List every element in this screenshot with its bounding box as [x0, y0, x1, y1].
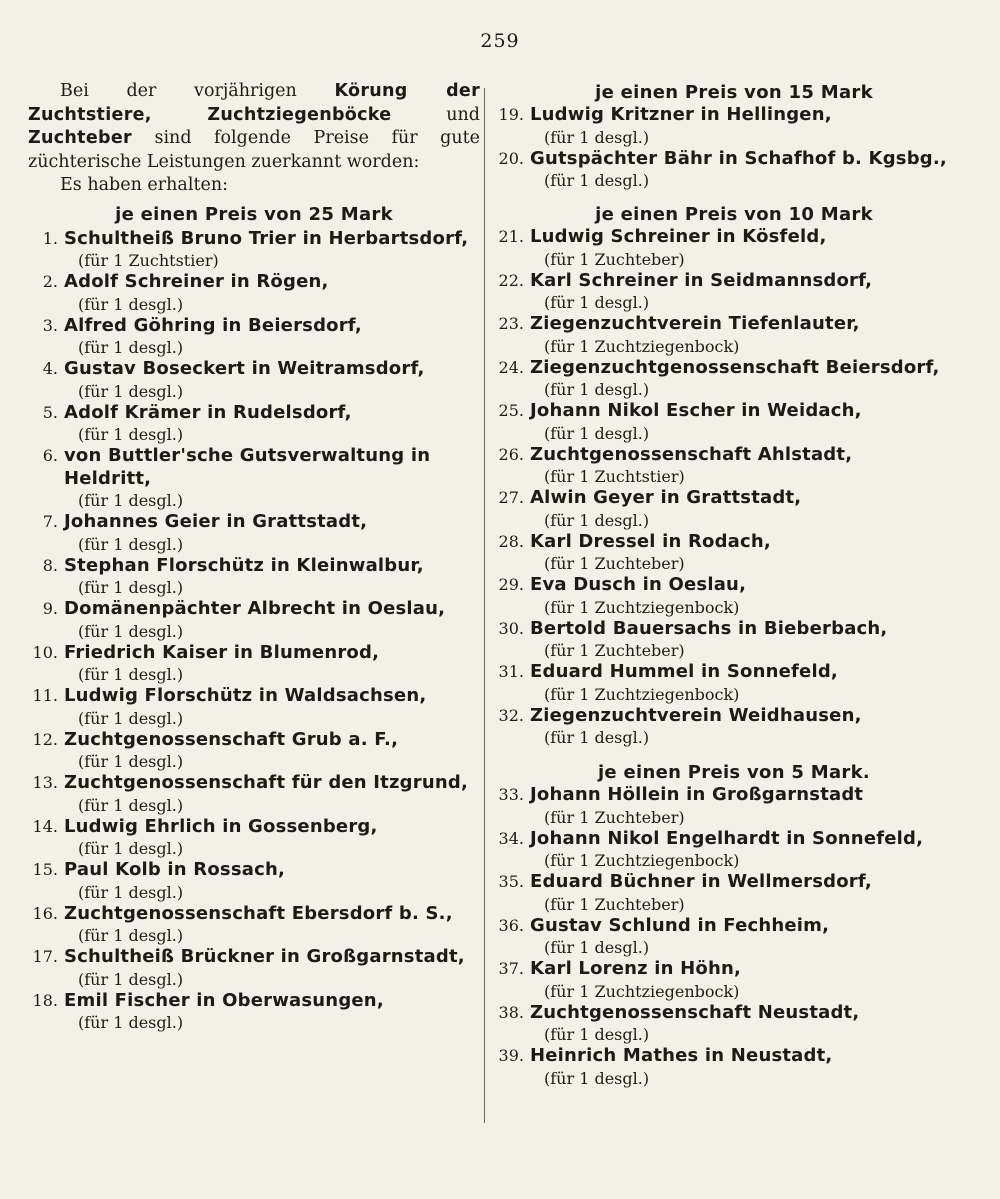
entry-number: 15.	[32, 860, 58, 879]
intro-paragraph	[28, 80, 480, 198]
entry-body	[64, 816, 480, 860]
entry-name: Gustav Boseckert in Weitramsdorf,	[64, 358, 425, 379]
entry-name: Adolf Krämer in Rudelsdorf,	[64, 401, 352, 423]
entry-number: 34.	[498, 828, 524, 848]
list-item	[494, 705, 974, 749]
entry-body	[530, 487, 974, 531]
entry-name: von Buttler'sche Gutsverwaltung in Heldritt,	[64, 445, 431, 489]
entry-name: Emil Fischer in Oberwasungen,	[64, 989, 384, 1011]
list-item	[494, 915, 974, 959]
entry-detail: (für 1 desgl.)	[78, 708, 184, 728]
entry-number: 1.	[42, 228, 58, 248]
entry-number: 2.	[42, 272, 58, 291]
list-item	[28, 642, 480, 686]
entry-number: 6.	[42, 446, 58, 465]
entry-name: Ludwig Schreiner in Kösfeld,	[530, 226, 827, 247]
entry-body	[530, 531, 974, 575]
entry-number: 18.	[32, 990, 58, 1010]
intro-received: Es haben erhalten:	[60, 175, 228, 195]
entry-detail: (für 1 desgl.)	[544, 728, 650, 747]
intro-text: Bei der vorjährigen Körung der Zuchtstiere, Zuchtziegenböcke und Zuchteber sind folgende Preise für gute züchterische Leistungen zuerkannt worden:	[28, 81, 481, 172]
entry-detail: (für 1 desgl.)	[78, 294, 184, 314]
entry-body	[530, 400, 974, 444]
list-item	[494, 487, 974, 531]
award-list-15	[494, 104, 974, 191]
list-item	[28, 729, 480, 773]
entry-name: Ziegenzuchtverein Weidhausen,	[530, 704, 862, 726]
entry-number: 38.	[498, 1002, 524, 1022]
entry-detail: (für 1 Zuchtziegenbock)	[544, 851, 740, 870]
entry-body	[530, 357, 974, 401]
entry-name: Johann Nikol Escher in Weidach,	[530, 400, 862, 421]
list-item	[494, 357, 974, 401]
entry-body	[530, 270, 974, 314]
entry-body	[530, 313, 974, 357]
entry-name: Zuchtgenossenschaft Neustadt,	[530, 1001, 860, 1023]
entry-number: 3.	[42, 315, 58, 335]
entry-name: Ziegenzuchtverein Tiefenlauter,	[530, 313, 860, 334]
entry-name: Ziegenzuchtgenossenschaft Beiersdorf,	[530, 356, 940, 378]
entry-body	[64, 903, 480, 947]
entry-body	[64, 729, 480, 773]
section-heading-5: je einen Preis von 5 Mark.	[597, 762, 871, 783]
entry-name: Friedrich Kaiser in Blumenrod,	[64, 641, 380, 663]
entry-detail: (für 1 desgl.)	[544, 380, 650, 399]
entry-detail: (für 1 desgl.)	[544, 293, 650, 312]
entry-detail: (für 1 Zuchtstier)	[544, 467, 685, 486]
right-column	[494, 82, 974, 1089]
entry-number: 29.	[498, 575, 524, 594]
entry-number: 25.	[498, 401, 524, 420]
entry-body	[530, 915, 974, 959]
entry-number: 30.	[498, 618, 524, 638]
entry-name: Paul Kolb in Rossach,	[64, 859, 285, 880]
entry-name: Domänenpächter Albrecht in Oeslau,	[64, 598, 446, 619]
section-heading-25: je einen Preis von 25 Mark	[115, 203, 393, 225]
award-list-10	[494, 226, 974, 748]
entry-body	[64, 946, 480, 990]
entry-detail: (für 1 Zuchteber)	[544, 249, 685, 269]
entry-body	[530, 828, 974, 872]
entry-name: Eduard Büchner in Wellmersdorf,	[530, 871, 872, 892]
list-item	[494, 226, 974, 270]
list-item	[494, 871, 974, 915]
entry-body	[64, 315, 480, 359]
entry-name: Johannes Geier in Grattstadt,	[64, 511, 368, 532]
entry-number: 31.	[498, 662, 524, 681]
entry-name: Gustav Schlund in Fechheim,	[530, 914, 830, 936]
entry-detail: (für 1 desgl.)	[544, 423, 650, 443]
award-list-5	[494, 784, 974, 1089]
entry-name: Ludwig Florschütz in Waldsachsen,	[64, 685, 427, 706]
entry-detail: (für 1 desgl.)	[78, 665, 184, 684]
entry-name: Karl Lorenz in Höhn,	[530, 958, 742, 979]
entry-number: 22.	[498, 270, 524, 290]
entry-detail: (für 1 desgl.)	[544, 1025, 650, 1044]
entry-name: Gutspächter Bähr in Schafhof b. Kgsbg.,	[530, 147, 947, 169]
list-item	[28, 816, 480, 860]
entry-detail: (für 1 desgl.)	[78, 425, 184, 444]
entry-number: 32.	[498, 705, 524, 725]
entry-name: Johann Nikol Engelhardt in Sonnefeld,	[530, 827, 924, 849]
list-item	[494, 270, 974, 314]
entry-body	[530, 104, 974, 148]
entry-detail: (für 1 desgl.)	[544, 938, 650, 957]
list-item	[28, 445, 480, 511]
entry-body	[64, 598, 480, 642]
entry-body	[530, 618, 974, 662]
page-number: 259	[480, 30, 520, 52]
entry-number: 27.	[498, 488, 524, 507]
entry-body	[64, 511, 480, 555]
list-item	[494, 1045, 974, 1089]
entry-name: Karl Schreiner in Seidmannsdorf,	[530, 269, 873, 291]
entry-detail: (für 1 desgl.)	[78, 491, 184, 510]
entry-detail: (für 1 desgl.)	[78, 338, 184, 357]
entry-number: 8.	[42, 555, 58, 575]
left-column	[28, 80, 480, 1033]
entry-detail: (für 1 desgl.)	[78, 1013, 184, 1032]
entry-number: 11.	[32, 686, 58, 705]
entry-number: 16.	[32, 903, 58, 923]
entry-name: Eduard Hummel in Sonnefeld,	[530, 661, 838, 682]
entry-number: 28.	[498, 531, 524, 551]
entry-detail: (für 1 desgl.)	[78, 795, 184, 815]
entry-body	[530, 1002, 974, 1046]
list-item	[494, 148, 974, 192]
entry-body	[530, 1045, 974, 1089]
entry-name: Schultheiß Bruno Trier in Herbartsdorf,	[64, 227, 469, 249]
list-item	[494, 1002, 974, 1046]
entry-number: 36.	[498, 915, 524, 935]
entry-name: Ludwig Ehrlich in Gossenberg,	[64, 815, 378, 837]
column-divider	[484, 88, 485, 1123]
entry-name: Ludwig Kritzner in Hellingen,	[530, 104, 832, 125]
entry-detail: (für 1 desgl.)	[78, 882, 184, 902]
entry-number: 24.	[498, 357, 524, 377]
entry-body	[64, 271, 480, 315]
list-item	[28, 315, 480, 359]
entry-detail: (für 1 Zuchteber)	[544, 894, 685, 914]
entry-name: Johann Höllein in Großgarnstadt	[530, 784, 864, 805]
entry-detail: (für 1 Zuchtziegenbock)	[544, 684, 740, 704]
list-item	[494, 618, 974, 662]
entry-body	[64, 990, 480, 1034]
entry-detail: (für 1 Zuchteber)	[544, 641, 685, 660]
entry-detail: (für 1 Zuchtstier)	[78, 251, 219, 270]
entry-name: Zuchtgenossenschaft Grub a. F.,	[64, 728, 399, 750]
list-item	[28, 859, 480, 903]
entry-body	[64, 358, 480, 402]
section-heading-10: je einen Preis von 10 Mark	[595, 204, 873, 225]
entry-number: 5.	[42, 402, 58, 422]
list-item	[494, 958, 974, 1002]
list-item	[494, 828, 974, 872]
entry-body	[64, 555, 480, 599]
entry-name: Karl Dressel in Rodach,	[530, 530, 771, 552]
entry-number: 17.	[32, 947, 58, 966]
entry-number: 13.	[32, 773, 58, 792]
list-item	[28, 990, 480, 1034]
entry-body	[530, 784, 974, 828]
entry-detail: (für 1 desgl.)	[78, 926, 184, 945]
list-item	[28, 772, 480, 816]
list-item	[28, 555, 480, 599]
entry-name: Bertold Bauersachs in Bieberbach,	[530, 617, 888, 639]
list-item	[28, 358, 480, 402]
entry-detail: (für 1 Zuchtziegenbock)	[544, 597, 740, 617]
entry-detail: (für 1 desgl.)	[544, 1068, 650, 1088]
entry-detail: (für 1 desgl.)	[78, 621, 184, 641]
entry-body	[64, 402, 480, 446]
list-item	[494, 400, 974, 444]
entry-number: 23.	[498, 314, 524, 333]
entry-name: Zuchtgenossenschaft Ahlstadt,	[530, 443, 853, 465]
entry-detail: (für 1 desgl.)	[544, 171, 650, 190]
entry-body	[64, 642, 480, 686]
entry-name: Zuchtgenossenschaft für den Itzgrund,	[64, 772, 468, 793]
entry-detail: (für 1 Zuchteber)	[544, 554, 685, 573]
entry-number: 19.	[498, 105, 524, 124]
entry-body	[530, 871, 974, 915]
entry-number: 21.	[498, 227, 524, 246]
entry-name: Schultheiß Brückner in Großgarnstadt,	[64, 946, 465, 967]
list-item	[494, 531, 974, 575]
entry-name: Eva Dusch in Oeslau,	[530, 574, 747, 595]
list-item	[494, 574, 974, 618]
award-list-left	[28, 228, 480, 1034]
entry-detail: (für 1 Zuchtziegenbock)	[544, 981, 740, 1001]
entry-detail: (für 1 desgl.)	[78, 578, 184, 597]
entry-detail: (für 1 desgl.)	[78, 381, 184, 401]
entry-detail: (für 1 desgl.)	[544, 510, 650, 530]
entry-body	[530, 574, 974, 618]
list-item	[494, 104, 974, 148]
list-item	[494, 661, 974, 705]
entry-name: Stephan Florschütz in Kleinwalbur,	[64, 554, 424, 576]
entry-number: 39.	[498, 1046, 524, 1065]
entry-detail: (für 1 desgl.)	[544, 127, 650, 147]
entry-number: 10.	[32, 642, 58, 662]
entry-number: 37.	[498, 959, 524, 978]
list-item	[28, 903, 480, 947]
entry-number: 12.	[32, 729, 58, 749]
list-item	[28, 946, 480, 990]
entry-name: Alwin Geyer in Grattstadt,	[530, 487, 802, 508]
entry-number: 7.	[42, 512, 58, 531]
list-item	[494, 444, 974, 488]
entry-body	[530, 148, 974, 192]
entry-body	[530, 444, 974, 488]
list-item	[28, 402, 480, 446]
entry-detail: (für 1 desgl.)	[78, 534, 184, 554]
entry-name: Adolf Schreiner in Rögen,	[64, 271, 329, 292]
entry-number: 20.	[498, 148, 524, 168]
entry-body	[64, 859, 480, 903]
list-item	[494, 313, 974, 357]
entry-detail: (für 1 desgl.)	[78, 969, 184, 989]
entry-body	[64, 228, 480, 272]
entry-body	[64, 685, 480, 729]
entry-number: 14.	[32, 816, 58, 836]
entry-detail: (für 1 desgl.)	[78, 839, 184, 858]
entry-body	[530, 226, 974, 270]
entry-body	[530, 958, 974, 1002]
entry-detail: (für 1 Zuchteber)	[544, 807, 685, 827]
entry-name: Alfred Göhring in Beiersdorf,	[64, 314, 362, 336]
entry-number: 9.	[42, 599, 58, 618]
entry-body	[64, 445, 480, 511]
entry-detail: (für 1 desgl.)	[78, 752, 184, 771]
entry-name: Zuchtgenossenschaft Ebersdorf b. S.,	[64, 902, 453, 924]
list-item	[28, 511, 480, 555]
entry-body	[530, 705, 974, 749]
entry-number: 35.	[498, 872, 524, 891]
entry-body	[530, 661, 974, 705]
entry-number: 4.	[42, 359, 58, 378]
entry-number: 26.	[498, 444, 524, 464]
entry-number: 33.	[498, 785, 524, 804]
list-item	[494, 784, 974, 828]
list-item	[28, 685, 480, 729]
entry-detail: (für 1 Zuchtziegenbock)	[544, 336, 740, 356]
list-item	[28, 598, 480, 642]
list-item	[28, 228, 480, 272]
entry-body	[64, 772, 480, 816]
list-item	[28, 271, 480, 315]
entry-name: Heinrich Mathes in Neustadt,	[530, 1045, 833, 1066]
section-heading-15: je einen Preis von 15 Mark	[595, 82, 873, 103]
